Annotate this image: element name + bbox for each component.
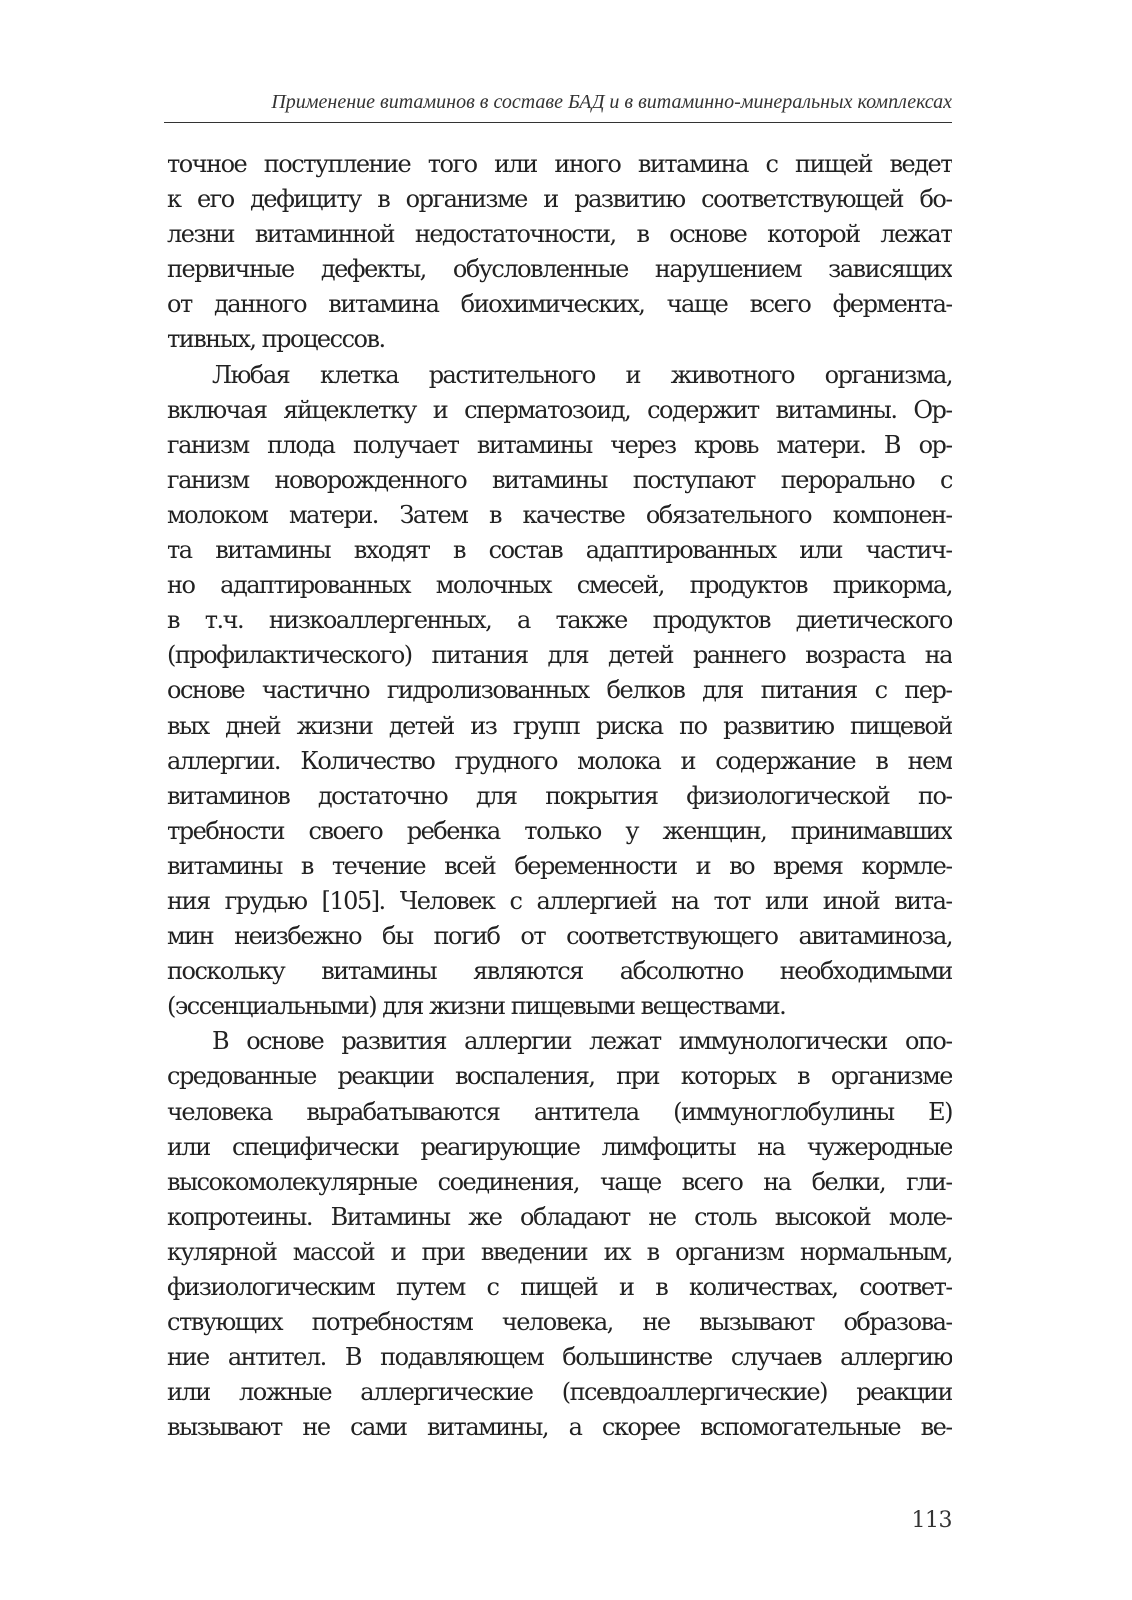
text-line: витаминов достаточно для покрытия физиологической по- [167,781,952,810]
text-line: основе частично гидролизованных белков для питания с пер- [167,676,952,705]
header-rule [164,122,952,123]
text-line: мин неизбежно бы погиб от соответствующего авитаминоза, [167,922,952,951]
paragraph-3 [167,1024,952,1445]
text-line: или ложные аллергические (псевдоаллергические) реакции [167,1378,952,1407]
text-line: (профилактического) питания для детей раннего возраста на [167,641,952,670]
running-header: Применение витаминов в составе БАД и в витаминно-минеральных комплексах [271,91,952,113]
text-line: человека вырабатываются антитела (иммуноглобулины Е) [167,1097,952,1126]
text-line: ния грудью [105]. Человек с аллергией на тот или иной вита- [167,886,952,915]
text-line: вызывают не сами витамины, а скорее вспомогательные ве- [167,1413,952,1442]
text-line: поскольку витамины являются абсолютно необходимыми [167,957,952,986]
text-line: ганизм новорожденного витамины поступают перорально с [167,465,952,494]
text-line: копротеины. Витамины же обладают не столь высокой моле- [167,1202,952,1231]
text-line: (эссенциальными) для жизни пищевыми веществами. [167,992,786,1021]
text-line: точное поступление того или иного витамина с пищей ведет [167,150,952,178]
text-line: средованные реакции воспаления, при которых в организме [167,1062,952,1091]
text-line: кулярной массой и при введении их в организм нормальным, [167,1237,952,1266]
text-line: к его дефициту в организме и развитию соответствующей бо- [167,185,952,214]
text-line: та витамины входят в состав адаптированных или частич- [167,536,952,565]
text-line: в т.ч. низкоаллергенных, а также продуктов диетического [167,606,952,635]
text-line: или специфически реагирующие лимфоциты на чужеродные [167,1132,952,1161]
text-line: вых дней жизни детей из групп риска по развитию пищевой [167,711,952,740]
text-line: Любая клетка растительного и животного организма, [212,360,952,389]
text-line: аллергии. Количество грудного молока и содержание в нем [167,746,952,775]
text-line: молоком матери. Затем в качестве обязательного компонен- [167,500,952,529]
text-line: тивных, процессов. [167,325,385,354]
text-line: ствующих потребностям человека, не вызывают образова- [167,1308,952,1337]
text-line: физиологическим путем с пищей и в количествах, соответ- [167,1273,952,1301]
page-number: 113 [911,1508,952,1533]
text-line: но адаптированных молочных смесей, продуктов прикорма, [167,571,952,600]
text-line: включая яйцеклетку и сперматозоид, содержит витамины. Ор- [167,395,952,424]
text-line: В основе развития аллергии лежат иммунологически опо- [212,1027,952,1056]
text-line: витамины в течение всей беременности и во время кормле- [167,851,952,880]
text-line: требности своего ребенка только у женщин, принимавших [167,816,952,845]
paragraph-1 [167,147,952,358]
text-line: ганизм плода получает витамины через кровь матери. В ор- [167,430,952,459]
body-text [167,147,952,1445]
text-line: ние антител. В подавляющем большинстве случаев аллергию [167,1343,952,1372]
text-line: лезни витаминной недостаточности, в основе которой лежат [167,220,952,249]
text-line: от данного витамина биохимических, чаще всего фермента- [167,290,952,319]
text-line: первичные дефекты, обусловленные нарушением зависящих [167,255,952,284]
text-line: высокомолекулярные соединения, чаще всего на белки, гли- [167,1167,952,1196]
paragraph-2 [167,358,952,1025]
